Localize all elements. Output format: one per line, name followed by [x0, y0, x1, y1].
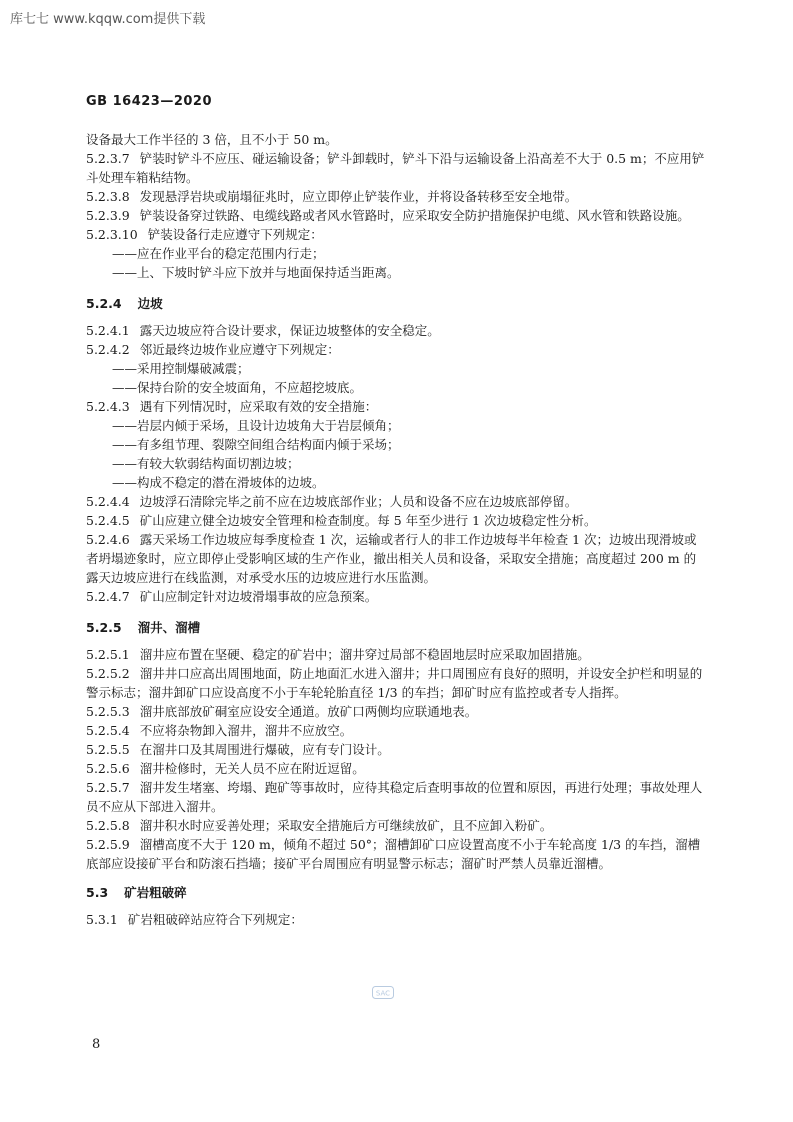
clause-number: 5.2.3.9: [86, 208, 130, 223]
clause-text: 发现悬浮岩块或崩塌征兆时，应立即停止铲装作业，并将设备转移至安全地带。: [139, 189, 578, 204]
clause-text: 不应将杂物卸入溜井，溜井不应放空。: [139, 723, 353, 738]
clause-number: 5.2.5.6: [86, 761, 130, 776]
clause-text: 铲装设备穿过铁路、电缆线路或者风水管路时，应采取安全防护措施保护电缆、风水管和铁路设施。: [139, 208, 690, 223]
clause-text: 铲装设备行走应遵守下列规定：: [147, 227, 323, 242]
clause-text: 溜井发生堵塞、垮塌、跑矿等事故时，应待其稳定后查明事故的位置和原因，再进行处理；事故处理人员不应从下部进入溜井。: [86, 780, 703, 814]
clause-number: 5.2.5.1: [86, 647, 130, 662]
section-heading: [86, 294, 706, 313]
clause-number: 5.2.4.1: [86, 323, 130, 338]
clause-number: 5.2.3.10: [86, 227, 138, 242]
clause-paragraph: [86, 702, 706, 721]
clause-paragraph: [86, 225, 706, 244]
clause-text: 溜井井口应高出周围地面，防止地面汇水进入溜井；井口周围应有良好的照明，并设安全护栏和明显的警示标志；溜井卸矿口应设高度不小于车轮轮胎直径 1/3 的车挡；卸矿时应有监控或者专人指挥。: [86, 666, 703, 700]
list-item: ——采用控制爆破减震；: [112, 361, 250, 376]
clause-paragraph: [86, 492, 706, 511]
list-item: ——保持台阶的安全坡面角，不应超挖坡底。: [112, 380, 363, 395]
clause-number: 5.2.5.9: [86, 837, 130, 852]
clause-number: 5.2.5.8: [86, 818, 130, 833]
clause-paragraph: [86, 340, 706, 359]
section-number: 5.2.5: [86, 620, 122, 635]
clause-number: 5.2.4.3: [86, 399, 130, 414]
clause-number: 5.2.3.7: [86, 151, 130, 166]
clause-text: 矿山应建立健全边坡安全管理和检查制度。每 5 年至少进行 1 次边坡稳定性分析。: [139, 513, 597, 528]
clause-paragraph: [86, 721, 706, 740]
clause-paragraph: [86, 587, 706, 606]
list-item: ——岩层内倾于采场，且设计边坡角大于岩层倾角；: [112, 418, 400, 433]
clause-number: 5.2.4.7: [86, 589, 130, 604]
clause-paragraph: [86, 511, 706, 530]
clause-paragraph: [86, 910, 706, 929]
clause-paragraph: [86, 816, 706, 835]
section-title: 矿岩粗破碎: [124, 885, 187, 900]
list-item: ——应在作业平台的稳定范围内行走；: [112, 246, 325, 261]
clause-paragraph: [86, 530, 706, 587]
list-item: ——上、下坡时铲斗应下放并与地面保持适当距离。: [112, 265, 400, 280]
clause-number: 5.2.4.5: [86, 513, 130, 528]
clause-text: 遇有下列情况时，应采取有效的安全措施：: [139, 399, 378, 414]
clause-paragraph: [86, 206, 706, 225]
list-item: ——有较大软弱结构面切割边坡；: [112, 456, 300, 471]
clause-paragraph: [86, 664, 706, 702]
watermark-text: 库七七 www.kqqw.com提供下载: [10, 12, 206, 27]
clause-text: 设备最大工作半径的 3 倍，且不小于 50 m。: [86, 132, 338, 147]
document-body: [86, 130, 706, 929]
sac-logo-icon: [372, 986, 394, 999]
clause-number: 5.2.5.5: [86, 742, 130, 757]
section-title: 边坡: [137, 296, 163, 311]
clause-number: 5.2.5.2: [86, 666, 130, 681]
clause-text: 矿岩粗破碎站应符合下列规定：: [127, 912, 303, 927]
section-heading: [86, 883, 706, 902]
clause-number: 5.2.5.3: [86, 704, 130, 719]
clause-paragraph: [86, 740, 706, 759]
section-number: 5.2.4: [86, 296, 122, 311]
section-title: 溜井、溜槽: [137, 620, 201, 635]
clause-paragraph: [86, 645, 706, 664]
clause-number: 5.3.1: [86, 912, 118, 927]
clause-paragraph: [86, 149, 706, 187]
clause-number: 5.2.4.4: [86, 494, 130, 509]
clause-number: 5.2.5.4: [86, 723, 130, 738]
clause-text: 露天边坡应符合设计要求，保证边坡整体的安全稳定。: [139, 323, 440, 338]
clause-paragraph: [86, 321, 706, 340]
clause-paragraph: [86, 187, 706, 206]
clause-paragraph: [86, 835, 706, 873]
clause-text: 溜井检修时，无关人员不应在附近逗留。: [139, 761, 365, 776]
section-heading: [86, 618, 706, 637]
clause-text: 溜井底部放矿硐室应设安全通道。放矿口两侧均应联通地表。: [139, 704, 478, 719]
clause-text: 边坡浮石清除完毕之前不应在边坡底部作业；人员和设备不应在边坡底部停留。: [139, 494, 578, 509]
clause-text: 矿山应制定针对边坡滑塌事故的应急预案。: [139, 589, 378, 604]
list-item: ——构成不稳定的潜在滑坡体的边坡。: [112, 475, 325, 490]
page-number: 8: [92, 1037, 101, 1052]
standard-code: GB 16423—2020: [86, 94, 213, 109]
clause-text: 溜槽高度不大于 120 m，倾角不超过 50°；溜槽卸矿口应设置高度不小于车轮高度 1/3 的车挡，溜槽底部应设接矿平台和防滚石挡墙；接矿平台周围应有明显警示标志；溜矿时严禁人员靠近溜槽。: [86, 837, 701, 871]
clause-text: 在溜井口及其周围进行爆破，应有专门设计。: [139, 742, 390, 757]
clause-paragraph: [86, 397, 706, 416]
clause-text: 溜井应布置在坚硬、稳定的矿岩中；溜井穿过局部不稳固地层时应采取加固措施。: [139, 647, 590, 662]
clause-number: 5.2.4.2: [86, 342, 130, 357]
clause-number: 5.2.4.6: [86, 532, 130, 547]
clause-text: 露天采场工作边坡应每季度检查 1 次，运输或者行人的非工作边坡每半年检查 1 次；边坡出现滑坡或者坍塌迹象时，应立即停止受影响区域的生产作业，撤出相关人员和设备，采取安全措施；高度超过 200 m 的露天边坡应进行在线监测，对承受水压的边坡应进行水压监测。: [86, 532, 697, 585]
clause-paragraph: [86, 759, 706, 778]
list-item: ——有多组节理、裂隙空间组合结构面内倾于采场；: [112, 437, 400, 452]
svg-text:SAC: SAC: [375, 989, 391, 998]
clause-paragraph: [86, 778, 706, 816]
clause-number: 5.2.5.7: [86, 780, 130, 795]
clause-text: 铲装时铲斗不应压、碰运输设备；铲斗卸载时，铲斗下沿与运输设备上沿高差不大于 0.5 m；不应用铲斗处理车箱粘结物。: [86, 151, 705, 185]
clause-paragraph: [86, 130, 706, 149]
clause-text: 溜井积水时应妥善处理；采取安全措施后方可继续放矿，且不应卸入粉矿。: [139, 818, 553, 833]
clause-number: 5.2.3.8: [86, 189, 130, 204]
clause-text: 邻近最终边坡作业应遵守下列规定：: [139, 342, 340, 357]
section-number: 5.3: [86, 885, 109, 900]
